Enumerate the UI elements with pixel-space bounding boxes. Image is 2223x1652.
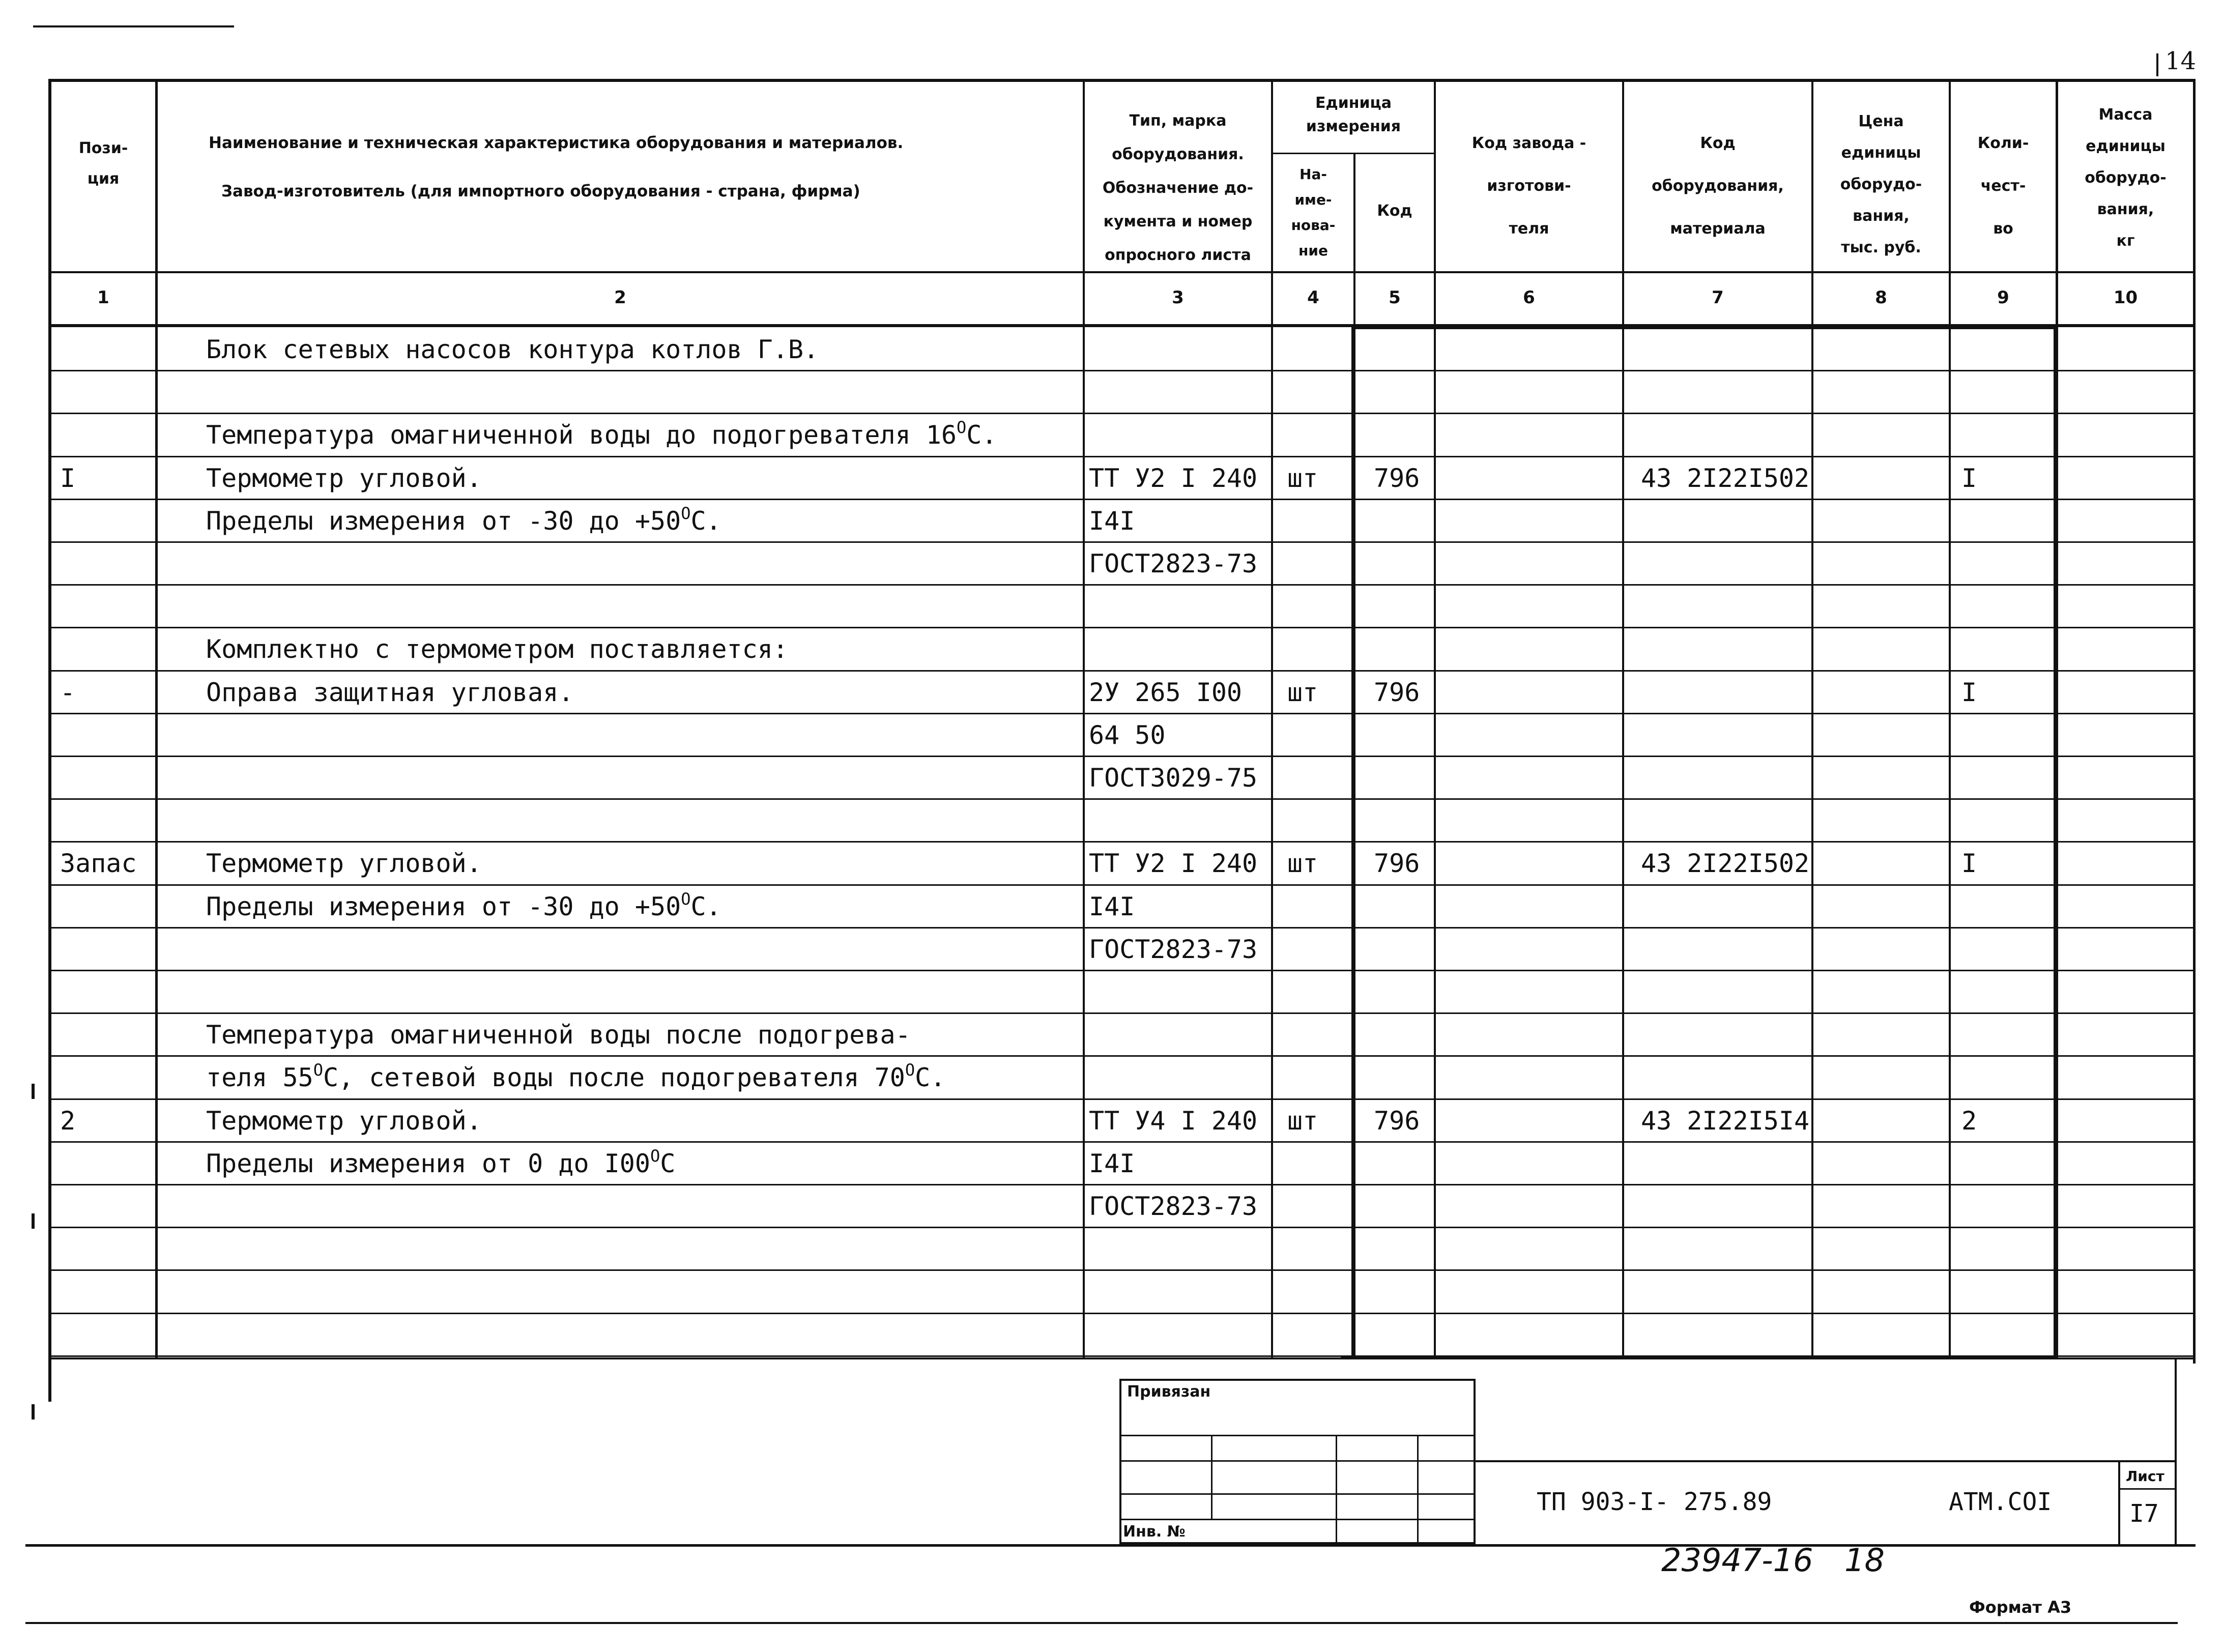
cell-pos: Запас bbox=[60, 849, 137, 878]
binding-stamp-row-1 bbox=[1119, 1435, 1476, 1436]
row-line bbox=[48, 798, 2196, 800]
header-mass: Масса единицы оборудо- вания, кг bbox=[2085, 106, 2167, 250]
row-line bbox=[48, 1355, 2196, 1357]
stamp-right-border bbox=[2175, 1358, 2177, 1544]
cell-unit: шт bbox=[1287, 463, 1318, 493]
header-name-line2: Завод-изготовитель (для импортного оборудования - страна, фирма) bbox=[221, 182, 860, 200]
row-line bbox=[48, 541, 2196, 543]
row-line bbox=[48, 413, 2196, 414]
cell-pos: I bbox=[60, 463, 76, 493]
col-sep-5 bbox=[1434, 79, 1436, 1358]
stamp-area-top-line bbox=[48, 1357, 2196, 1359]
cell-name: Термометр угловой. bbox=[206, 1106, 482, 1136]
archive-number: 23947-16 bbox=[1661, 1542, 1813, 1579]
column-number-3: 3 bbox=[1172, 287, 1184, 308]
cell-unit: шт bbox=[1287, 1106, 1318, 1136]
cell-code: 796 bbox=[1374, 678, 1420, 707]
cell-type: I4I bbox=[1089, 1149, 1135, 1178]
cell-name: Термометр угловой. bbox=[206, 463, 482, 493]
column-number-1: 1 bbox=[97, 287, 109, 308]
binding-stamp-col-2 bbox=[1336, 1435, 1337, 1544]
cell-type: ТТ У2 I 240 bbox=[1089, 849, 1258, 878]
header-equipment-code: Код оборудования, материала bbox=[1652, 134, 1784, 238]
row-line bbox=[48, 713, 2196, 714]
col-sep-8 bbox=[1949, 79, 1951, 1358]
row-line bbox=[48, 627, 2196, 628]
row-line bbox=[48, 1055, 2196, 1057]
side-binding-tick-2 bbox=[32, 1213, 35, 1229]
cell-code: 796 bbox=[1374, 1106, 1420, 1136]
cell-pos: 2 bbox=[60, 1106, 76, 1136]
header-price: Цена единицы оборудо- вания, тыс. руб. bbox=[1840, 112, 1922, 256]
cell-type: 64 50 bbox=[1089, 720, 1166, 750]
cell-eq-code: 43 2I22I5I4 bbox=[1641, 1106, 1810, 1136]
row-line bbox=[48, 456, 2196, 457]
cell-type: ГОСТ2823-73 bbox=[1089, 1192, 1258, 1221]
page-number-top: 14 bbox=[2165, 47, 2197, 75]
cell-type: ТТ У2 I 240 bbox=[1089, 463, 1258, 493]
cell-name: Пределы измерения от 0 до $I00^OC$ bbox=[206, 1146, 676, 1178]
row-line bbox=[48, 884, 2196, 886]
header-unit-name: На- име- нова- ние bbox=[1291, 166, 1336, 259]
sheet-box-left bbox=[2118, 1460, 2120, 1544]
cell-unit: шт bbox=[1287, 849, 1318, 878]
cell-type: ГОСТ2823-73 bbox=[1089, 549, 1258, 578]
row-line bbox=[48, 841, 2196, 843]
unit-group-divider bbox=[1271, 153, 1435, 154]
cell-qty: I bbox=[1961, 849, 1977, 878]
row-line bbox=[48, 1269, 2196, 1271]
cell-name: Пределы измерения от -30 до $+50^OC$. bbox=[206, 889, 721, 921]
copy-number: 18 bbox=[1844, 1542, 1885, 1579]
thick-block-top bbox=[1353, 326, 2058, 329]
cell-type: ГОСТ3029-75 bbox=[1089, 763, 1258, 793]
row-line bbox=[48, 927, 2196, 929]
cell-eq-code: 43 2I22I502 bbox=[1641, 849, 1810, 878]
sheet-label: Лист bbox=[2126, 1468, 2164, 1485]
binding-stamp-row-2 bbox=[1119, 1460, 1476, 1462]
cell-type: I4I bbox=[1089, 506, 1135, 536]
title-block-top-line bbox=[1475, 1460, 2177, 1462]
format-label: Формат А3 bbox=[1969, 1598, 2072, 1617]
side-binding-tick-3 bbox=[32, 1404, 35, 1419]
binding-stamp-label: Привязан bbox=[1127, 1383, 1211, 1401]
row-line bbox=[48, 1227, 2196, 1228]
binding-stamp-row-3 bbox=[1119, 1493, 1476, 1495]
column-number-6: 6 bbox=[1523, 287, 1535, 308]
cell-qty: I bbox=[1961, 463, 1977, 493]
header-unit-group: Единица измерения bbox=[1306, 94, 1401, 135]
row-line bbox=[48, 370, 2196, 371]
cell-name: Оправа защитная угловая. bbox=[206, 678, 574, 707]
header-type: Тип, марка оборудования. Обозначение до- кумента и номер опросного листа bbox=[1102, 112, 1254, 264]
document-mark: АТМ.СОI bbox=[1949, 1488, 2052, 1516]
row-line bbox=[48, 1184, 2196, 1185]
table-left-border bbox=[48, 79, 51, 1402]
cell-name: Комплектно с термометром поставляется: bbox=[206, 634, 788, 664]
row-line bbox=[48, 756, 2196, 757]
column-number-2: 2 bbox=[614, 287, 626, 308]
cell-unit: шт bbox=[1287, 678, 1318, 707]
header-quantity: Коли- чест- во bbox=[1977, 134, 2029, 238]
footer-line bbox=[25, 1622, 2178, 1624]
cell-code: 796 bbox=[1374, 463, 1420, 493]
column-number-4: 4 bbox=[1307, 287, 1319, 308]
header-position: Пози- ция bbox=[78, 139, 128, 188]
cell-type: I4I bbox=[1089, 892, 1135, 921]
cell-name: Пределы измерения от -30 до $+50^OC$. bbox=[206, 504, 721, 536]
cell-pos: - bbox=[60, 678, 76, 707]
col-sep-3 bbox=[1271, 79, 1273, 1358]
header-name-line1: Наименование и техническая характеристика оборудования и материалов. bbox=[209, 134, 904, 152]
cell-name: Температура омагниченной воды до подогревателя $16^OC$. bbox=[206, 418, 997, 450]
column-number-9: 9 bbox=[1997, 287, 2009, 308]
row-line bbox=[48, 1141, 2196, 1143]
cell-name: Блок сетевых насосов контура котлов Г.В. bbox=[206, 335, 819, 364]
sheet-box-divider bbox=[2118, 1488, 2176, 1490]
column-number-7: 7 bbox=[1712, 287, 1724, 308]
col-sep-6 bbox=[1622, 79, 1624, 1358]
cell-name: Термометр угловой. bbox=[206, 849, 482, 878]
header-factory-code: Код завода - изготови- теля bbox=[1471, 134, 1586, 238]
binding-stamp-col-1 bbox=[1211, 1435, 1212, 1520]
side-binding-tick-1 bbox=[32, 1084, 35, 1099]
inventory-number-label: Инв. № bbox=[1123, 1523, 1186, 1541]
cell-name: теля $55^OC$, сетевой воды после подогревателя $70^OC$. bbox=[206, 1060, 946, 1092]
col-sep-1 bbox=[155, 79, 158, 1358]
cell-name: Температура омагниченной воды после подогрева- bbox=[206, 1020, 911, 1050]
column-number-10: 10 bbox=[2113, 287, 2138, 308]
row-line bbox=[48, 1313, 2196, 1314]
table-top-border bbox=[48, 79, 2196, 82]
row-line bbox=[48, 584, 2196, 586]
row-line bbox=[48, 970, 2196, 971]
row-line bbox=[48, 1012, 2196, 1014]
cell-type: ТТ У4 I 240 bbox=[1089, 1106, 1258, 1136]
top-left-dash bbox=[33, 25, 234, 27]
cell-eq-code: 43 2I22I502 bbox=[1641, 463, 1810, 493]
cell-qty: I bbox=[1961, 678, 1977, 707]
header-unit-code: Код bbox=[1377, 202, 1412, 220]
sheet-number: I7 bbox=[2129, 1499, 2159, 1528]
row-line bbox=[48, 1098, 2196, 1100]
cell-type: ГОСТ2823-73 bbox=[1089, 935, 1258, 964]
binding-stamp-col-3 bbox=[1417, 1435, 1419, 1544]
cell-code: 796 bbox=[1374, 849, 1420, 878]
binding-stamp-row-4 bbox=[1119, 1519, 1476, 1520]
row-line bbox=[48, 670, 2196, 672]
column-number-8: 8 bbox=[1875, 287, 1887, 308]
column-number-5: 5 bbox=[1389, 287, 1401, 308]
document-code: ТП 903-I- 275.89 bbox=[1537, 1488, 1772, 1516]
cell-qty: 2 bbox=[1961, 1106, 1977, 1136]
cell-type: 2У 265 I00 bbox=[1089, 678, 1243, 707]
page-corner-mark bbox=[2156, 53, 2158, 76]
row-line bbox=[48, 499, 2196, 500]
col-sep-7 bbox=[1811, 79, 1813, 1358]
